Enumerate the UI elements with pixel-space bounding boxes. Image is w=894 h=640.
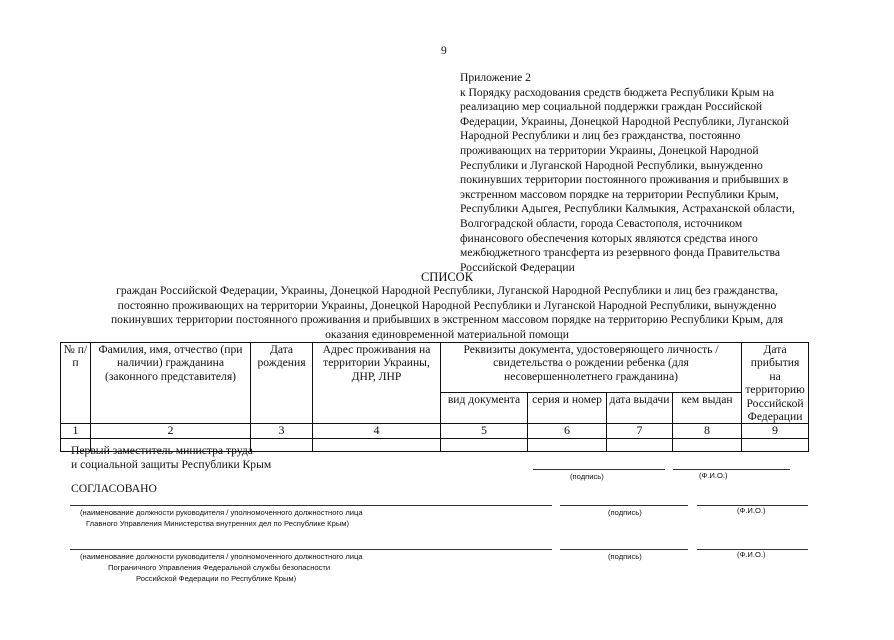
name-label: (Ф.И.О.) xyxy=(699,471,728,480)
appendix-line: межбюджетного трансферта из резервного фонда Правительства xyxy=(460,246,780,260)
appendix-line: Российской Федерации xyxy=(460,260,575,274)
position-caption: (наименование должности руководителя / уполномоченного должностного лица xyxy=(80,508,363,517)
column-numbers-row xyxy=(61,424,809,438)
signature-line xyxy=(533,469,665,470)
intro-line: покинувших территории постоянного проживания и прибывших в экстренном массовом порядке на территорию Республики Крым, для xyxy=(110,313,784,327)
official-title xyxy=(71,444,271,472)
document-title: СПИСОК xyxy=(420,270,474,284)
appendix-line: Федерации, Украины, Донецкой Народной Республики, Луганской xyxy=(460,114,789,128)
official-line: Первый заместитель министра труда xyxy=(71,444,253,457)
appendix-line: Республики Адыгея, Республики Калмыкия, Астраханской области, xyxy=(460,202,795,216)
position-caption: Российской Федерации по Республике Крым) xyxy=(136,574,297,583)
appendix-line: к Порядку расходования средств бюджета Республики Крым на xyxy=(460,85,774,99)
table-cell xyxy=(441,438,528,451)
position-line xyxy=(70,505,552,506)
table-cell xyxy=(313,438,441,451)
intro-line: постоянно проживающих на территории Украины, Донецкой Народной Республики и Луганской Народной Республики, вынужденно xyxy=(117,298,777,312)
header-birth-date: Дата рождения xyxy=(251,343,313,424)
appendix-line: Волгоградской области, города Севастополя, источником xyxy=(460,216,743,230)
header-full-name: Фамилия, имя, отчество (при наличии) гражданина (законного представителя) xyxy=(91,343,251,424)
position-caption: (наименование должности руководителя / уполномоченного должностного лица xyxy=(80,552,363,561)
column-number: 2 xyxy=(91,424,251,438)
signature-line xyxy=(560,549,688,550)
appendix-line: реализацию мер социальной поддержки граждан Российской xyxy=(460,100,763,114)
header-document-details: Реквизиты документа, удостоверяющего личность / свидетельства о рождении ребенка (для несовершеннолетнего гражданина) xyxy=(441,343,742,393)
table-cell xyxy=(607,438,673,451)
appendix-header xyxy=(460,71,795,275)
signature-label: (подпись) xyxy=(608,552,642,561)
intro-line: оказания единовременной материальной помощи xyxy=(325,327,569,341)
appendix-line: проживающих на территории Украины, Донецкой Народной xyxy=(460,143,759,157)
column-number: 1 xyxy=(61,424,91,438)
subheader-doc-type: вид документа xyxy=(441,393,528,424)
signature-line xyxy=(560,505,688,506)
column-number: 3 xyxy=(251,424,313,438)
position-line xyxy=(70,549,552,550)
subheader-issued-by: кем выдан xyxy=(673,393,742,424)
column-number: 7 xyxy=(607,424,673,438)
appendix-line: Приложение 2 xyxy=(460,71,531,84)
subheader-series-number: серия и номер xyxy=(528,393,607,424)
column-number: 4 xyxy=(313,424,441,438)
header-arrival-date: Дата прибытия на территорию Российской Федерации xyxy=(742,343,809,424)
column-number: 8 xyxy=(673,424,742,438)
signature-label: (подпись) xyxy=(608,508,642,517)
name-line xyxy=(673,469,790,470)
column-number: 9 xyxy=(742,424,809,438)
appendix-line: Народной Республики и лиц без гражданства, постоянно xyxy=(460,129,741,143)
appendix-line: Республики и Луганской Народной Республики, вынужденно xyxy=(460,158,763,172)
recipients-table xyxy=(60,342,809,452)
list-description xyxy=(40,284,854,342)
intro-line: граждан Российской Федерации, Украины, Донецкой Народной Республики, Луганской Народной Республики и лиц без гражданства, xyxy=(116,284,778,297)
column-number: 5 xyxy=(441,424,528,438)
official-line: и социальной защиты Республики Крым xyxy=(71,458,272,471)
position-caption: Пограничного Управления Федеральной службы безопасности xyxy=(108,563,331,572)
subheader-issue-date: дата выдачи xyxy=(607,393,673,424)
table-cell xyxy=(742,438,809,451)
position-caption: Главного Управления Министерства внутренних дел по Республике Крым) xyxy=(86,519,350,528)
page-number: 9 xyxy=(441,44,447,57)
table-cell xyxy=(528,438,607,451)
name-label: (Ф.И.О.) xyxy=(737,506,766,515)
column-number: 6 xyxy=(528,424,607,438)
header-number: № п/п xyxy=(61,343,91,424)
table-cell xyxy=(673,438,742,451)
name-label: (Ф.И.О.) xyxy=(737,550,766,559)
signature-label: (подпись) xyxy=(570,472,604,481)
appendix-line: покинувших территории постоянного проживания и прибывших в xyxy=(460,173,789,187)
appendix-line: финансового обеспечения которых являются средства иного xyxy=(460,231,758,245)
appendix-line: экстренном массовом порядке на территории Республики Крым, xyxy=(460,187,779,201)
agreed-label: СОГЛАСОВАНО xyxy=(71,482,157,495)
header-address: Адрес проживания на территории Украины, ДНР, ЛНР xyxy=(313,343,441,424)
